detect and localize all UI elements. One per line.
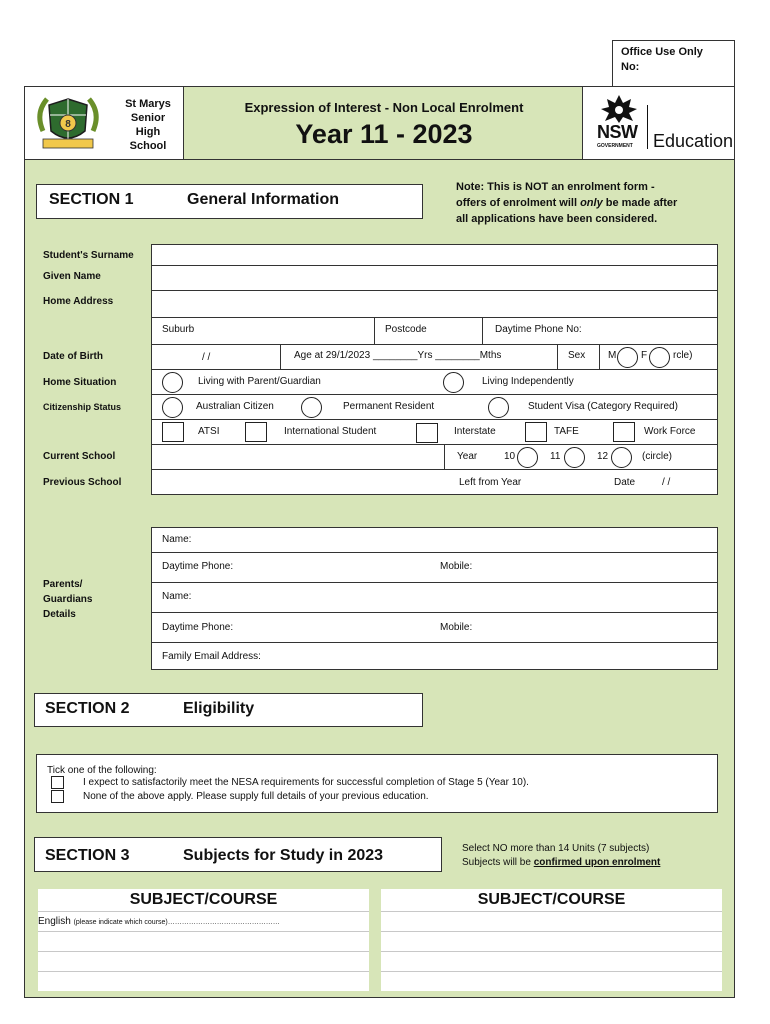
citizenship-label: Citizenship Status	[43, 402, 122, 412]
divider	[599, 345, 600, 369]
subject-row[interactable]	[381, 971, 722, 991]
section3-heading	[34, 837, 442, 872]
sex-m-label: M	[608, 350, 617, 361]
age-field[interactable]: Age at 29/1/2023 ________Yrs ________Mths	[294, 350, 502, 361]
tafe-checkbox[interactable]	[525, 422, 547, 442]
school-name-line: School	[129, 140, 167, 152]
divider	[557, 345, 558, 369]
note-line-1: Note: This is NOT an enrolment form -	[456, 181, 655, 193]
section2-title: Eligibility	[183, 700, 255, 717]
subject-row[interactable]	[38, 931, 369, 951]
living-independent-radio[interactable]	[443, 372, 464, 393]
section3-note-text: Subjects will be	[462, 857, 534, 868]
section3-number: SECTION 3	[45, 847, 130, 864]
student-visa-label: Student Visa (Category Required)	[528, 401, 678, 412]
year-10-label: 10	[504, 451, 516, 462]
year-12-label: 12	[597, 451, 609, 462]
home-address-label: Home Address	[43, 296, 114, 307]
eligibility-option-2-label: None of the above apply. Please supply full details of your previous education.	[83, 791, 429, 802]
parent2-name-label: Name:	[162, 591, 192, 602]
parent2-mobile-label: Mobile:	[440, 622, 473, 633]
surname-label: Student's Surname	[43, 250, 134, 261]
subject-row[interactable]	[381, 931, 722, 951]
school-crest-icon	[33, 91, 103, 155]
english-subject	[38, 916, 280, 927]
office-use-box	[612, 40, 735, 88]
subject-table-left	[38, 889, 369, 991]
note-line-3: all applications have been considered.	[456, 213, 658, 225]
note-emphasis: only	[580, 197, 603, 209]
parents-label-line: Guardians	[43, 594, 93, 605]
date-label: Date	[614, 477, 636, 488]
year-11-circle[interactable]	[564, 447, 585, 468]
circle-hint: (circle)	[642, 451, 672, 462]
section3-note-emphasis: confirmed upon enrolment	[533, 857, 661, 868]
sex-circle-hint: rcle)	[673, 350, 693, 361]
subject-table-right	[381, 889, 722, 991]
school-logo-cell	[25, 87, 183, 159]
sex-label: Sex	[568, 350, 586, 361]
given-name-label: Given Name	[43, 271, 101, 282]
perm-resident-label: Permanent Resident	[343, 401, 435, 412]
section1-number: SECTION 1	[49, 191, 134, 208]
section2-number: SECTION 2	[45, 700, 130, 717]
nsw-education-logo	[583, 87, 734, 159]
form-title: Year 11 - 2023	[295, 119, 473, 149]
postcode-label: Postcode	[385, 324, 427, 335]
divider	[280, 345, 281, 369]
aus-citizen-radio[interactable]	[162, 397, 183, 418]
section3-note	[462, 842, 660, 870]
atsi-label: ATSI	[198, 426, 220, 437]
year-11-label: 11	[550, 451, 561, 462]
parent1-name-input[interactable]	[151, 527, 718, 553]
daytime-phone-label: Daytime Phone No:	[495, 324, 582, 335]
nsw-wordmark: NSW	[597, 122, 638, 142]
family-email-input[interactable]	[151, 642, 718, 670]
left-from-year-label: Left from Year	[459, 477, 522, 488]
home-situation-row	[151, 369, 718, 395]
sex-f-label: F	[641, 350, 648, 361]
subject-column-header: SUBJECT/COURSE	[129, 891, 278, 908]
year-label: Year	[457, 451, 478, 462]
office-no-label: No:	[621, 61, 640, 73]
year-12-circle[interactable]	[611, 447, 632, 468]
logo-divider	[647, 105, 648, 149]
parent1-mobile-label: Mobile:	[440, 561, 473, 572]
subject-row[interactable]	[38, 911, 369, 931]
subject-row[interactable]	[381, 951, 722, 971]
parent2-phone-row[interactable]	[151, 612, 718, 643]
year-10-circle[interactable]	[517, 447, 538, 468]
english-label: English	[38, 916, 71, 927]
eligibility-option-1-checkbox[interactable]	[51, 776, 64, 789]
living-independent-label: Living Independently	[482, 376, 574, 387]
tafe-label: TAFE	[554, 426, 579, 437]
svg-text:8: 8	[65, 119, 71, 130]
english-hint: (please indicate which course)…………………………………………	[73, 919, 280, 926]
interstate-checkbox[interactable]	[416, 423, 438, 443]
work-force-label: Work Force	[644, 426, 696, 437]
current-school-label: Current School	[43, 451, 116, 462]
living-parent-radio[interactable]	[162, 372, 183, 393]
section3-note-line-2	[462, 856, 660, 870]
form-header	[24, 86, 735, 160]
parent2-name-input[interactable]	[151, 582, 718, 613]
nsw-government: GOVERNMENT	[597, 143, 633, 149]
family-email-label: Family Email Address:	[162, 651, 261, 662]
given-name-input[interactable]	[151, 265, 718, 291]
note-text: be made after	[602, 197, 678, 209]
eligibility-option-2-checkbox[interactable]	[51, 790, 64, 803]
note-line-2	[456, 195, 736, 211]
school-name	[117, 97, 179, 153]
work-force-checkbox[interactable]	[613, 422, 635, 442]
citizenship-row	[151, 394, 718, 420]
intl-student-label: International Student	[284, 426, 377, 437]
divider	[444, 445, 445, 469]
perm-resident-radio[interactable]	[301, 397, 322, 418]
parents-label-line: Parents/	[43, 579, 83, 590]
parents-label-line: Details	[43, 609, 76, 620]
surname-input[interactable]	[151, 244, 718, 266]
living-parent-label: Living with Parent/Guardian	[198, 376, 321, 387]
parents-block	[35, 527, 718, 671]
previous-school-label: Previous School	[43, 477, 122, 488]
section3-title: Subjects for Study in 2023	[183, 847, 384, 864]
subject-column-header: SUBJECT/COURSE	[477, 891, 626, 908]
school-name-line: High	[135, 126, 161, 138]
sex-f-circle[interactable]	[649, 347, 670, 368]
interstate-label: Interstate	[454, 426, 496, 437]
section1-heading	[36, 184, 423, 219]
parent2-daytime-label: Daytime Phone:	[162, 622, 234, 633]
form-body	[24, 160, 735, 998]
atsi-checkbox[interactable]	[162, 422, 184, 442]
section3-note-line-1: Select NO more than 14 Units (7 subjects)	[462, 843, 650, 854]
title-cell	[183, 87, 583, 159]
dob-label: Date of Birth	[43, 351, 103, 362]
school-name-line: St Marys	[125, 98, 171, 110]
subject-row[interactable]	[381, 911, 722, 931]
subject-row[interactable]	[38, 971, 369, 991]
section1-title: General Information	[187, 191, 340, 208]
eligibility-option-1-label: I expect to satisfactorily meet the NESA requirements for successful completion of Stage 5 (Year 10).	[83, 777, 529, 788]
sex-m-circle[interactable]	[617, 347, 638, 368]
suburb-label: Suburb	[162, 324, 195, 335]
aus-citizen-label: Australian Citizen	[196, 401, 274, 412]
dob-row	[151, 344, 718, 370]
left-date-input[interactable]: / /	[662, 477, 671, 488]
parent1-name-label: Name:	[162, 534, 192, 545]
status-checkbox-row	[151, 419, 718, 445]
parent1-daytime-label: Daytime Phone:	[162, 561, 234, 572]
parents-label	[43, 577, 92, 622]
daytime-phone-input[interactable]	[482, 317, 718, 345]
form-subtitle: Expression of Interest - Non Local Enrolment	[244, 100, 524, 115]
waratah-icon	[599, 93, 639, 123]
eligibility-box	[36, 754, 718, 813]
subject-row[interactable]	[38, 951, 369, 971]
student-info-block	[35, 244, 718, 498]
section2-heading	[34, 693, 423, 727]
parent1-phone-row[interactable]	[151, 552, 718, 583]
student-visa-radio[interactable]	[488, 397, 509, 418]
intl-student-checkbox[interactable]	[245, 422, 267, 442]
postcode-input[interactable]	[374, 317, 483, 345]
note-text: offers of enrolment will	[456, 197, 581, 209]
school-name-line: Senior	[130, 112, 166, 124]
office-use-label: Office Use Only	[621, 46, 703, 58]
education-wordmark: Education	[653, 131, 734, 151]
suburb-input[interactable]	[151, 317, 375, 345]
home-situation-label: Home Situation	[43, 377, 117, 388]
section1-note	[456, 179, 736, 227]
home-address-input[interactable]	[151, 290, 718, 318]
previous-school-input[interactable]	[151, 469, 718, 495]
current-school-input[interactable]	[151, 444, 718, 470]
dob-input[interactable]: / /	[202, 352, 211, 363]
tick-instruction: Tick one of the following:	[47, 765, 157, 776]
